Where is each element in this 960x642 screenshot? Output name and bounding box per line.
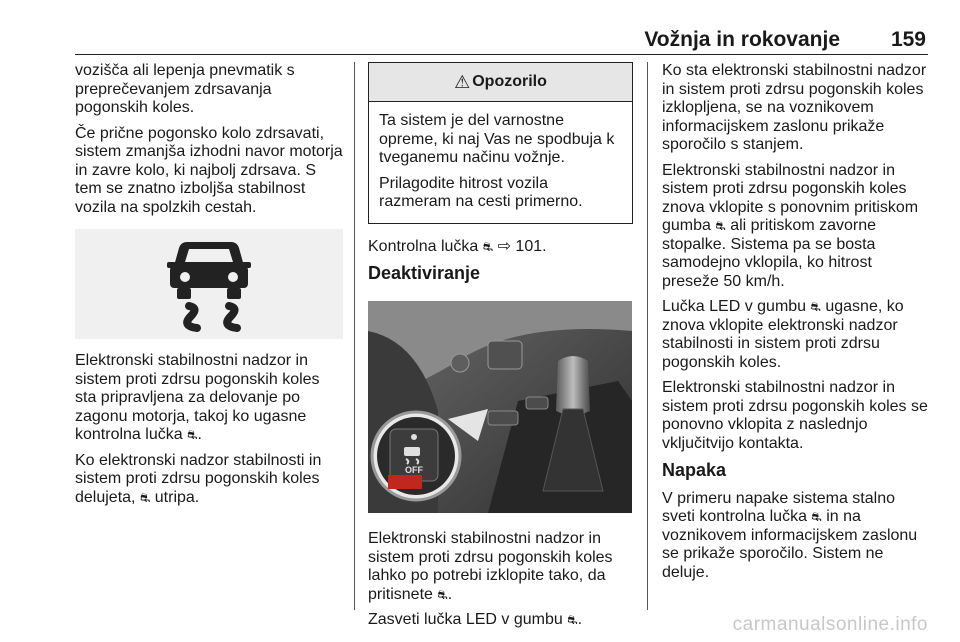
paragraph: Prilagodite hitrost vozila razmeram na cesti primerno.	[379, 174, 583, 210]
skidding-car-icon: ⛐	[482, 239, 494, 254]
paragraph: Ko sta elektronski stabilnostni nadzor in sistem proti zdrsu pogonskih koles izklopljena, se na voznikovem informacijskem zaslonu prikaže sporočilo s stanjem.	[662, 62, 927, 153]
paragraph: Elektronski stabilnostni nadzor in sistem proti zdrsu pogonskih koles sta pripravljena za delovanje po zagonu motorja, takoj ko ugasne kontrolna lučka ⛐.	[75, 352, 320, 443]
paragraph: Lučka LED v gumbu ⛐ ugasne, ko znova vklopite elektronski nadzor stabilnosti in sistem proti zdrsu pogonskih koles.	[662, 298, 904, 371]
paragraph: Ko elektronski nadzor stabilnosti in sistem proti zdrsu pogonskih koles delujeta, ⛐ utripa.	[75, 451, 322, 506]
skidding-car-icon: ⛐	[139, 490, 151, 505]
skidding-car-off-icon: ⛐	[567, 613, 578, 627]
skidding-car-off-icon: ⛐	[437, 587, 448, 602]
paragraph: Zasveti lučka LED v gumbu ⛐.	[368, 611, 583, 628]
paragraph: V primeru napake sistema stalno sveti kontrolna lučka ⛐ in na voznikovem informacijskem zaslonu se prikaže sporočilo. Sistem ne deluje.	[662, 489, 918, 581]
skidding-car-icon	[167, 236, 251, 332]
page-title: Vožnja in rokovanje	[644, 28, 840, 51]
watermark: carmanualsonline.info	[732, 614, 928, 635]
paragraph: Če prične pogonsko kolo zdrsavati, sistem zmanjša izhodni navor motorja in zavre kolo, ki najbolj zdrsava. S tem se znatno izboljša stabilnost vozila na spolzkih cestah.	[75, 124, 343, 216]
skidding-car-icon: ⛐	[811, 510, 822, 524]
cross-reference: Kontrolna lučka ⛐ ⇨ 101.	[368, 237, 547, 255]
warning-triangle-icon: ⚠	[454, 71, 471, 92]
skidding-car-off-icon: ⛐	[715, 219, 726, 233]
column-2	[368, 62, 633, 637]
paragraph: Elektronski stabilnostni nadzor in sistem proti zdrsu pogonskih koles lahko po potrebi izklopite tako, da pritisnete ⛐.	[368, 530, 613, 603]
page-number: 159	[890, 28, 926, 51]
paragraph: Elektronski stabilnostni nadzor in sistem proti zdrsu pogonskih koles znova vklopite s ponovnim pritiskom gumba ⛐ ali pritiskom zavorne stopalke. Sistema pa se bosta samodejno vklopila, ko hitrost preseže 50 km/h.	[662, 161, 919, 290]
console-photo	[368, 301, 632, 513]
warning-header	[369, 63, 632, 102]
warning-box	[368, 62, 633, 224]
warning-title: Opozorilo	[472, 72, 547, 90]
column-1	[75, 62, 343, 514]
reference-arrow-icon: ⇨	[497, 237, 511, 255]
column-divider	[647, 62, 648, 610]
paragraph: Elektronski stabilnostni nadzor in sistem proti zdrsu pogonskih koles se ponovno vklopita z naslednjo vključitvijo kontakta.	[662, 379, 928, 452]
page-header	[75, 24, 928, 55]
skidding-car-figure	[75, 229, 343, 339]
button-off-label: OFF	[405, 464, 423, 475]
column-divider	[354, 62, 355, 610]
skidding-car-off-icon: ⛐	[810, 300, 821, 314]
paragraph: vozišča ali lepenja pnevmatik s preprečevanjem zdrsavanja pogonskih koles.	[75, 62, 295, 116]
section-heading: Deaktiviranje	[368, 263, 481, 283]
column-3	[662, 62, 930, 589]
warning-body	[369, 102, 632, 223]
section-heading: Napaka	[662, 460, 727, 480]
paragraph: Ta sistem je del varnostne opreme, ki naj Vas ne spodbuja k tveganemu načinu vožnje.	[379, 112, 615, 166]
skidding-car-icon: ⛐	[187, 428, 198, 442]
